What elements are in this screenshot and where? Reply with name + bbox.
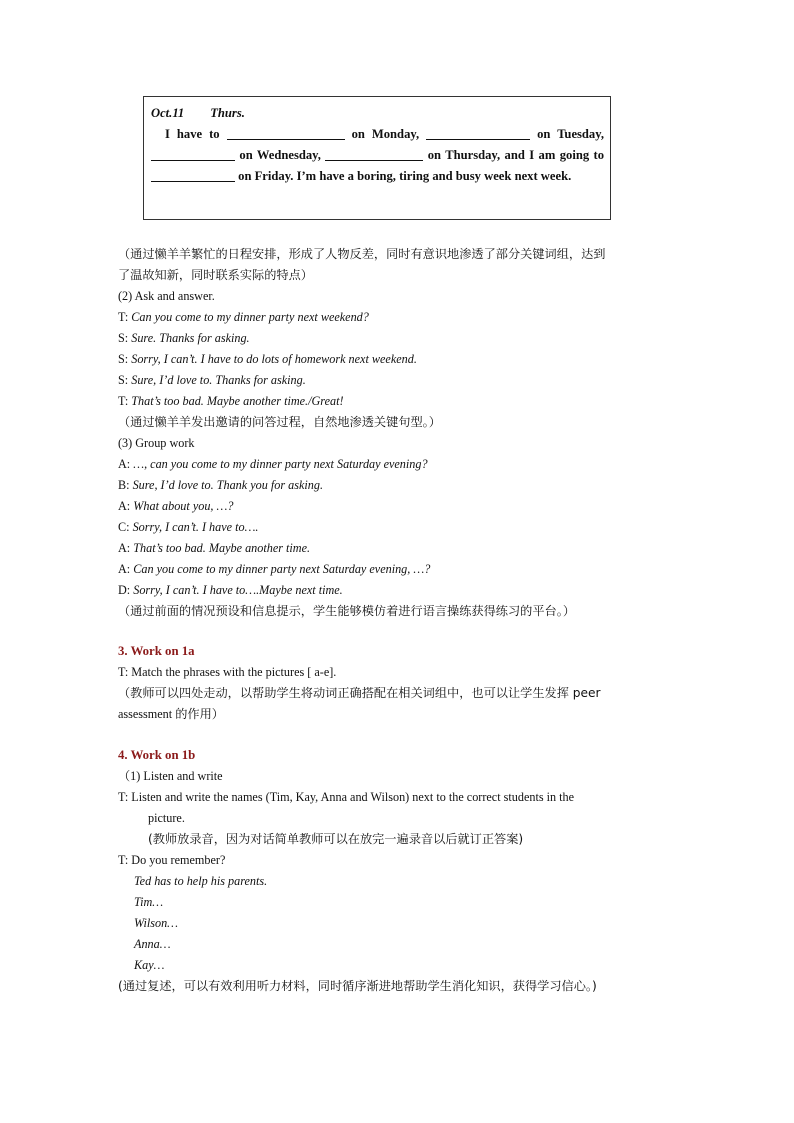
blank-line: [426, 125, 530, 140]
dialogue-text: That’s too bad. Maybe another time.: [133, 541, 311, 555]
activity-block: [118, 244, 678, 622]
dialogue-text: …, can you come to my dinner party next Saturday evening?: [133, 457, 428, 471]
diary-text-segment: going to: [559, 148, 605, 162]
diary-text-segment: I have to: [165, 127, 220, 141]
dialogue-line: [118, 454, 678, 475]
speaker: A:: [118, 457, 131, 471]
section-heading: 4. Work on 1b: [118, 748, 196, 762]
instruction-line: T: Match the phrases with the pictures [ a-e].: [118, 665, 337, 679]
diary-text-segment: on Wednesday,: [239, 148, 321, 162]
answer-line: Kay…: [134, 958, 165, 972]
dialogue-text: Can you come to my dinner party next weekend?: [131, 310, 369, 324]
answer-line: Tim…: [134, 895, 164, 909]
diary-date: Oct.11: [151, 106, 185, 120]
dialogue-text: Sorry, I can’t. I have to do lots of homework next weekend.: [131, 352, 417, 366]
dialogue-text: Sure, I’d love to. Thanks for asking.: [131, 373, 306, 387]
diary-text-segment: on Tuesday,: [537, 127, 604, 141]
dialogue-text: Sorry, I can’t. I have to….: [132, 520, 259, 534]
blank-line: [227, 125, 345, 140]
dialogue-line: [118, 370, 678, 391]
blank-line: [325, 146, 423, 161]
question-line: T: Do you remember?: [118, 853, 226, 867]
section-work-1a: [118, 641, 678, 725]
instruction-line: picture.: [148, 811, 185, 825]
instruction-line: T: Listen and write the names (Tim, Kay, Anna and Wilson) next to the correct students in the: [118, 790, 575, 804]
speaker: S:: [118, 373, 129, 387]
dialogue-line: [118, 391, 678, 412]
dialogue-line: [118, 559, 678, 580]
part-title: (2) Ask and answer.: [118, 289, 215, 303]
note-line: (通过复述，可以有效利用听力材料，同时循序渐进地帮助学生消化知识，获得学习信心。): [118, 979, 597, 993]
speaker: D:: [118, 583, 131, 597]
dialogue-text: What about you, …?: [133, 499, 234, 513]
blank-line: [151, 146, 235, 161]
answer-line: Ted has to help his parents.: [134, 874, 268, 888]
diary-text: [151, 124, 604, 187]
note-line: assessment 的作用）: [118, 707, 224, 721]
subsection-title: （1) Listen and write: [118, 769, 223, 783]
part-title: (3) Group work: [118, 436, 195, 450]
section-work-1b: [118, 745, 678, 997]
dialogue-text: Sorry, I can’t. I have to….Maybe next time.: [133, 583, 343, 597]
dialogue-text: Sure. Thanks for asking.: [131, 331, 250, 345]
diary-text-segment: on Friday. I’m have a boring, tiring and busy week: [238, 169, 512, 183]
section-heading: 3. Work on 1a: [118, 644, 195, 658]
note-line: （通过懒羊羊繁忙的日程安排，形成了人物反差，同时有意识地渗透了部分关键词组，达到: [118, 247, 606, 261]
diary-header: [151, 103, 604, 124]
blank-line: [151, 167, 235, 182]
note-line: （教师可以四处走动，以帮助学生将动词正确搭配在相关词组中，也可以让学生发挥 peer: [118, 686, 601, 700]
answer-line: Anna…: [134, 937, 171, 951]
speaker: C:: [118, 520, 130, 534]
speaker: A:: [118, 541, 131, 555]
diary-text-segment: on Thursday, and I am: [427, 148, 556, 162]
dialogue-text: Sure, I’d love to. Thank you for asking.: [132, 478, 324, 492]
answer-line: Wilson…: [134, 916, 179, 930]
speaker: S:: [118, 331, 129, 345]
note-line: (教师放录音，因为对话简单教师可以在放完一遍录音以后就订正答案): [148, 832, 524, 846]
speaker: T:: [118, 394, 129, 408]
dialogue-text: That’s too bad. Maybe another time./Great!: [131, 394, 344, 408]
dialogue-line: [118, 517, 678, 538]
speaker: S:: [118, 352, 129, 366]
speaker: T:: [118, 310, 129, 324]
dialogue-line: [118, 307, 678, 328]
speaker: B:: [118, 478, 130, 492]
speaker: A:: [118, 499, 131, 513]
diary-text-segment: next week.: [514, 169, 572, 183]
diary-box: [143, 96, 611, 220]
note-line: 了温故知新，同时联系实际的特点）: [118, 268, 313, 282]
dialogue-line: [118, 328, 678, 349]
dialogue-line: [118, 496, 678, 517]
dialogue-line: [118, 538, 678, 559]
dialogue-line: [118, 580, 678, 601]
dialogue-line: [118, 475, 678, 496]
diary-day: Thurs.: [210, 106, 245, 120]
note-line: （通过前面的情况预设和信息提示，学生能够模仿着进行语言操练获得练习的平台。）: [118, 604, 576, 618]
speaker: A:: [118, 562, 131, 576]
diary-text-segment: on Monday,: [351, 127, 420, 141]
dialogue-line: [118, 349, 678, 370]
note-line: （通过懒羊羊发出邀请的问答过程，自然地渗透关键句型。）: [118, 415, 441, 429]
dialogue-text: Can you come to my dinner party next Saturday evening, …?: [133, 562, 431, 576]
